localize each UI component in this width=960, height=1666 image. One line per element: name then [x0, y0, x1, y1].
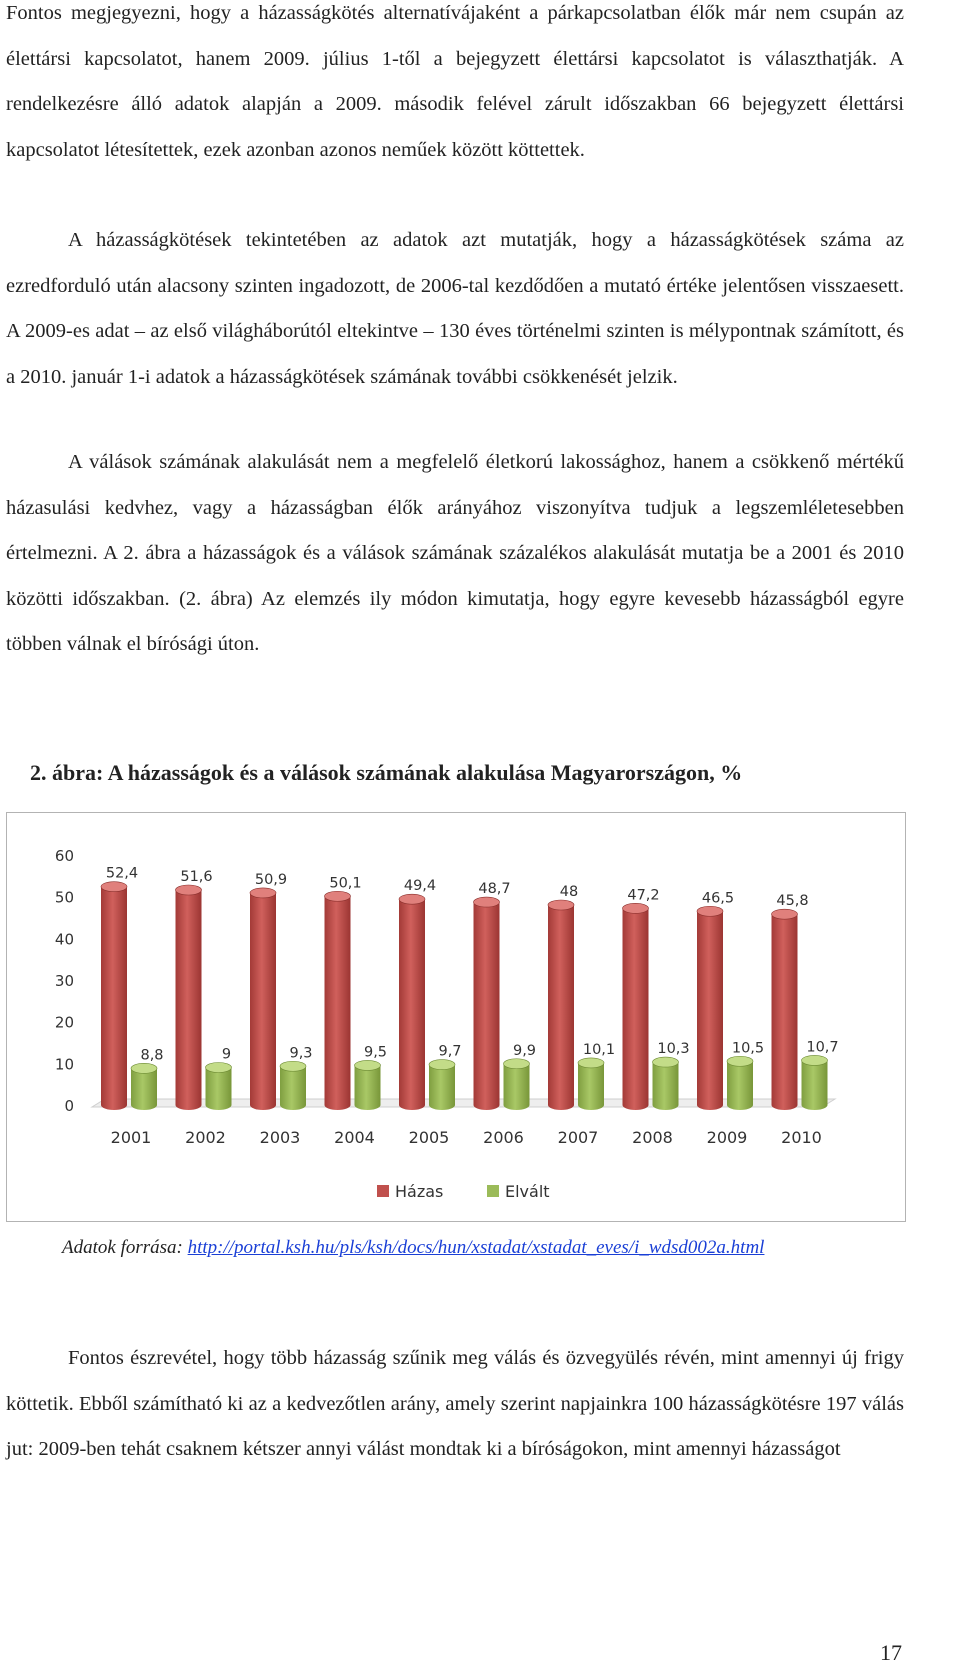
x-tick-label: 2010 — [781, 1128, 822, 1147]
bar-elvalt-2006 — [504, 1059, 530, 1110]
bar-hazas-2009 — [697, 906, 723, 1110]
data-label: 10,7 — [806, 1039, 839, 1056]
y-tick-label: 20 — [54, 1013, 74, 1032]
bar-hazas-2007 — [548, 900, 574, 1110]
x-tick-label: 2009 — [706, 1128, 748, 1147]
paragraph-2: A házasságkötések tekintetében az adatok azt mutatják, hogy a házasságkötések száma az ezredforduló után alacsony szinten ingadozott, de 2006-tal kezdődően a mutató értéke jelentősen visszaesett. A 2009-es adat – az első világháborútól eltekintve – 130 éves történelmi szinten is mélypontnak számított, és a 2010. január 1-i adatok a házasságkötések számának további csökkenését jelzik. — [6, 229, 904, 388]
data-source — [62, 1237, 764, 1259]
bar-elvalt-2010 — [802, 1055, 828, 1110]
data-label: 9,7 — [438, 1043, 462, 1060]
legend-swatch — [377, 1185, 389, 1197]
x-tick-label: 2003 — [259, 1128, 301, 1147]
x-tick-label: 2008 — [632, 1128, 673, 1147]
chart-floor — [92, 1099, 835, 1107]
bar-hazas-2005 — [399, 894, 425, 1110]
y-tick-label: 10 — [54, 1055, 74, 1074]
y-tick-label: 0 — [64, 1097, 74, 1115]
legend-label: Házas — [395, 1182, 444, 1201]
y-tick-label: 30 — [54, 972, 74, 990]
data-label: 8,8 — [140, 1047, 164, 1064]
x-tick-label: 2001 — [110, 1128, 152, 1147]
y-tick-label: 40 — [54, 930, 74, 949]
data-label: 10,3 — [657, 1041, 690, 1058]
bar-elvalt-2008 — [653, 1057, 679, 1110]
data-label: 48 — [559, 884, 579, 900]
paragraph-1: Fontos megjegyezni, hogy a házasságkötés alternatívájaként a párkapcsolatban élők már nem csupán az élettársi kapcsolatot, hanem 2009. július 1-től a bejegyzett élettársi kapcsolatot is választhatják. A rendelkezésre álló adatok alapján a 2009. második felével zárult időszakban 66 bejegyzett élettársi kapcsolatot létesítettek, ezek azonban azonos neműek között köttettek. — [6, 2, 904, 161]
x-tick-label: 2002 — [185, 1128, 226, 1147]
bar-hazas-2001 — [101, 882, 127, 1110]
source-link[interactable]: http://portal.ksh.hu/pls/ksh/docs/hun/xstadat/xstadat_eves/i_wdsd002a.html — [187, 1237, 765, 1258]
paragraph-3: A válások számának alakulását nem a megfelelő életkorú lakossághoz, hanem a csökkenő mértékű házasulási kedvhez, vagy a házasságban élők arányához viszonyítva tudjuk a legszemléletesebben értelmezni. A 2. ábra a házasságok és a válások számának százalékos alakulását mutatja be a 2001 és 2010 közötti időszakban. (2. ábra) Az elemzés ily módon kimutatja, hogy egyre kevesebb házasságból egyre többen válnak el bírósági úton. — [6, 451, 904, 655]
data-label: 51,6 — [180, 869, 213, 885]
bar-elvalt-2002 — [206, 1063, 232, 1111]
data-label: 9,5 — [363, 1044, 388, 1061]
bar-hazas-2004 — [325, 891, 351, 1110]
data-label: 9,3 — [289, 1045, 313, 1062]
data-label: 48,7 — [478, 881, 511, 898]
data-label: 50,1 — [329, 875, 362, 892]
bar-elvalt-2003 — [280, 1061, 306, 1110]
bar-hazas-2003 — [250, 888, 276, 1110]
page-number: 17 — [880, 1640, 902, 1665]
x-tick-label: 2007 — [557, 1128, 599, 1147]
bar-elvalt-2004 — [355, 1060, 381, 1110]
bar-elvalt-2007 — [578, 1058, 604, 1110]
data-label: 49,4 — [403, 878, 437, 895]
legend-label: Elvált — [505, 1182, 550, 1201]
data-label: 10,5 — [731, 1040, 765, 1057]
bar-hazas-2008 — [623, 903, 649, 1110]
bar-chart — [7, 813, 905, 1221]
x-tick-label: 2005 — [408, 1128, 450, 1147]
data-label: 46,5 — [701, 890, 735, 907]
bar-elvalt-2001 — [131, 1063, 157, 1110]
legend-swatch — [487, 1185, 499, 1197]
figure-caption: 2. ábra: A házasságok és a válások számának alakulása Magyarországon, % — [30, 760, 743, 785]
bar-hazas-2006 — [474, 897, 500, 1110]
data-label: 45,8 — [776, 893, 809, 910]
data-label: 9,9 — [512, 1042, 537, 1059]
x-tick-label: 2004 — [334, 1128, 375, 1147]
paragraph-4: Fontos észrevétel, hogy több házasság szűnik meg válás és özvegyülés révén, mint amennyi új frigy köttetik. Ebből számítható ki az a kedvezőtlen arány, amely szerint napjainkra 100 házasságkötésre 197 válás jut: 2009-ben tehát csaknem kétszer annyi válást mondtak ki a bíróságokon, mint amennyi házasságot — [6, 1347, 904, 1460]
data-label: 52,4 — [105, 865, 139, 882]
data-label: 9 — [221, 1046, 232, 1063]
chart-frame — [6, 812, 906, 1222]
bar-hazas-2010 — [772, 909, 798, 1110]
source-label: Adatok forrása: — [62, 1237, 183, 1258]
bar-elvalt-2009 — [727, 1056, 753, 1110]
data-label: 50,9 — [254, 871, 288, 888]
bar-hazas-2002 — [176, 885, 202, 1110]
y-tick-label: 60 — [54, 847, 74, 865]
bar-elvalt-2005 — [429, 1060, 455, 1110]
x-tick-label: 2006 — [483, 1128, 524, 1147]
y-tick-label: 50 — [54, 888, 74, 907]
data-label: 47,2 — [627, 887, 660, 904]
data-label: 10,1 — [582, 1041, 616, 1058]
